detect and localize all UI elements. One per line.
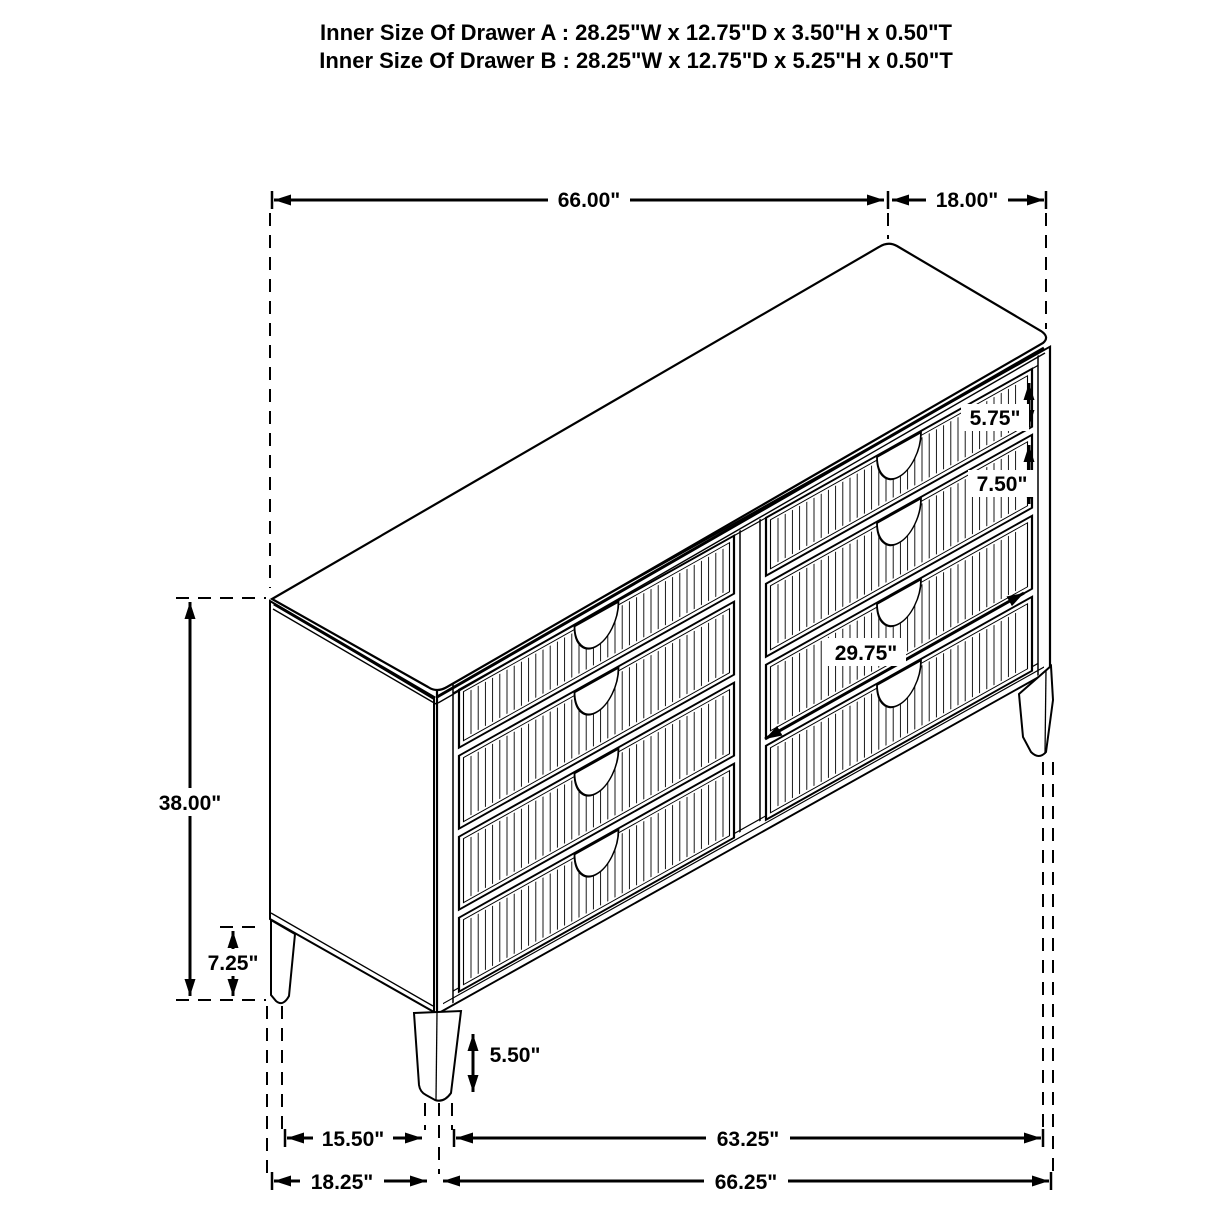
label-drawer-width: 29.75" [834, 642, 898, 665]
label-front-leg-height: 5.50" [489, 1044, 541, 1067]
label-drawer-a-front-height: 5.75" [969, 407, 1021, 430]
label-drawer-b-front-height: 7.50" [976, 473, 1028, 496]
label-front-leg-inset: 15.50" [321, 1128, 385, 1151]
label-front-leg-span: 63.25" [716, 1128, 780, 1151]
label-base-depth: 18.25" [310, 1171, 374, 1194]
label-top-length: 66.00" [557, 189, 621, 212]
label-top-depth: 18.00" [935, 189, 999, 212]
label-base-length: 66.25" [714, 1171, 778, 1194]
title-drawer-a: Inner Size Of Drawer A : 28.25"W x 12.75"D x 3.50"H x 0.50"T [320, 20, 952, 45]
label-rear-leg-height: 7.25" [207, 952, 259, 975]
title-drawer-b: Inner Size Of Drawer B : 28.25"W x 12.75"D x 5.25"H x 0.50"T [319, 48, 953, 73]
label-overall-height: 38.00" [158, 792, 222, 815]
